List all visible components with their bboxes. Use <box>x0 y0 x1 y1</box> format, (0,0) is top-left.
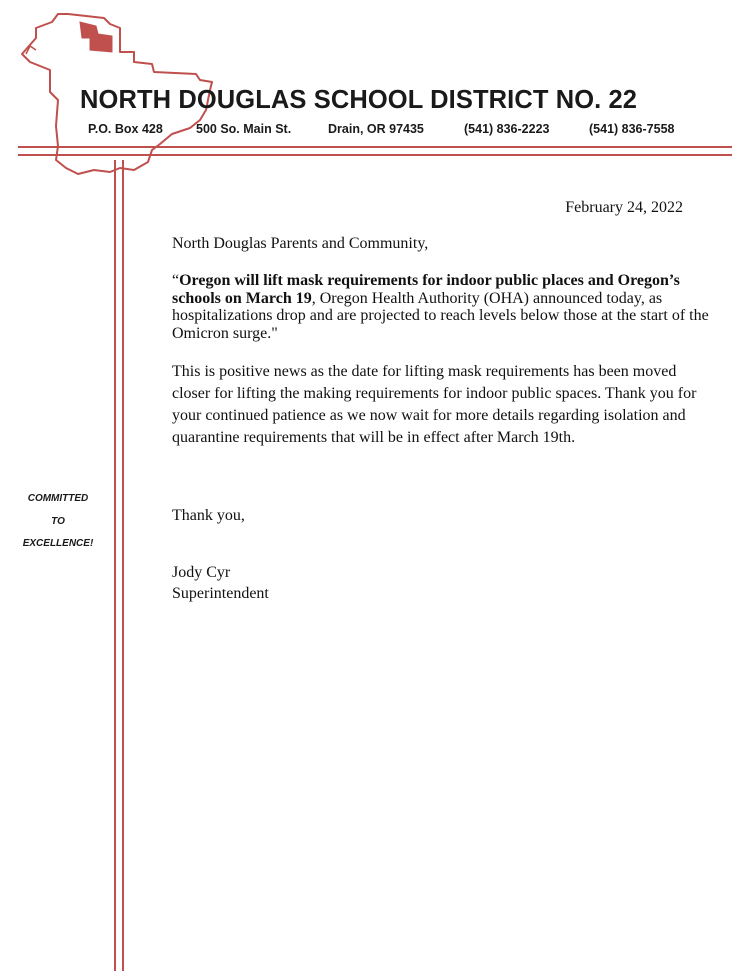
district-name: NORTH DOUGLAS SCHOOL DISTRICT NO. 22 <box>80 86 638 114</box>
closing: Thank you, <box>172 507 245 524</box>
motto-line-3: EXCELLENCE! <box>22 538 94 549</box>
phone-number-2: (541) 836-7558 <box>589 122 675 136</box>
quote-open-mark: “ <box>172 272 180 289</box>
po-box: P.O. Box 428 <box>88 122 163 136</box>
header-rule-bottom <box>18 154 732 156</box>
district-motto <box>10 488 106 556</box>
motto-line-2: TO <box>51 515 65 527</box>
quote-bold-text: Oregon will lift mask requirements for indoor public places and Oregon’s schools on March 19 <box>172 272 680 307</box>
city-address: Drain, OR 97435 <box>328 122 424 136</box>
signer-title: Superintendent <box>172 585 269 602</box>
motto-line-1: COMMITTED <box>27 493 89 504</box>
margin-rule-right <box>122 160 124 971</box>
body-paragraph: This is positive news as the date for lifting mask requirements has been moved closer for lifting the making requirements for indoor public spaces. Thank you for your continued patience as we now wait for more details regarding isolation and quarantine requirements that will be in effect after March 19th. <box>172 363 697 446</box>
letter-date: February 24, 2022 <box>565 199 683 216</box>
street-address: 500 So. Main St. <box>196 122 292 136</box>
phone-number-1: (541) 836-2223 <box>464 122 550 136</box>
margin-rule-left <box>114 160 116 971</box>
signer-name: Jody Cyr <box>172 564 231 581</box>
salutation: North Douglas Parents and Community, <box>172 235 429 252</box>
quote-rest-text: , Oregon Health Authority (OHA) announced today, as hospitalizations drop and are projected to reach levels below those at the start of the Omicron surge." <box>172 289 709 342</box>
header-rule-top <box>18 146 732 148</box>
quoted-announcement <box>172 272 712 342</box>
